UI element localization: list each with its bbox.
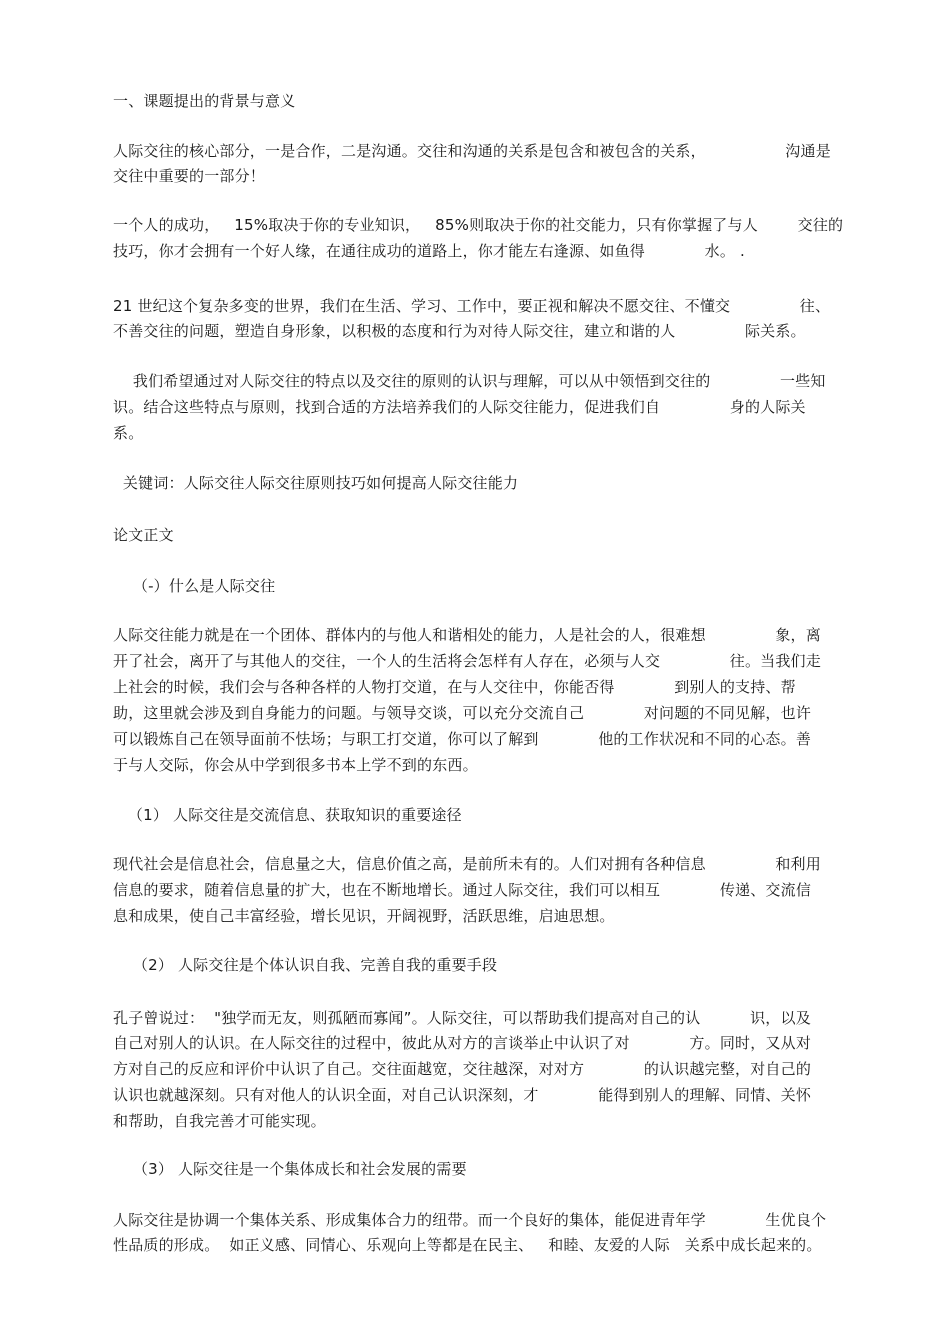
subheading: （3） 人际交往是一个集体成长和社会发展的需要	[113, 1160, 467, 1178]
paragraph-line: 自己对别人的认识。在人际交往的过程中，彼此从对方的言谈举止中认识了对 方。同时，又从对	[113, 1034, 812, 1052]
paragraph-line: 一个人的成功， 15%取决于你的专业知识， 85%则取决于你的社交能力，只有你掌握了与人 交往的	[113, 216, 844, 234]
paragraph-line: 人际交往的核心部分，一是合作，二是沟通。交往和沟通的关系是包含和被包含的关系， 沟通是	[113, 142, 831, 160]
paragraph-line: 21 世纪这个复杂多变的世界，我们在生活、学习、工作中，要正视和解决不愿交往、不懂交 往、	[113, 297, 831, 315]
paragraph-line: 助，这里就会涉及到自身能力的问题。与领导交谈，可以充分交流自己 对问题的不同见解，也许	[113, 704, 812, 722]
paragraph-line: 人际交往能力就是在一个团体、群体内的与他人和谐相处的能力，人是社会的人，很难想 象，离	[113, 626, 821, 644]
paragraph-line: 可以锻炼自己在领导面前不怯场；与职工打交道，你可以了解到 他的工作状况和不同的心态。善	[113, 730, 812, 748]
paragraph-line: 系。	[113, 424, 144, 442]
section-title: 一、课题提出的背景与意义	[113, 92, 296, 110]
body-title: 论文正文	[113, 526, 174, 544]
paragraph-line: 交往中重要的一部分！	[113, 167, 266, 185]
paragraph-line: 和帮助，自我完善才可能实现。	[113, 1112, 326, 1130]
paragraph-line: 上社会的时候，我们会与各种各样的人物打交道，在与人交往中，你能否得 到别人的支持、帮	[113, 678, 796, 696]
paragraph-line: 认识也就越深刻。只有对他人的认识全面，对自己认识深刻，才 能得到别人的理解、同情、关怀	[113, 1086, 812, 1104]
paragraph-line: 于与人交际，你会从中学到很多书本上学不到的东西。	[113, 756, 478, 774]
paragraph-line: 人际交往是协调一个集体关系、形成集体合力的纽带。而一个良好的集体，能促进青年学 生优良个	[113, 1211, 827, 1229]
paragraph-line: 信息的要求，随着信息量的扩大，也在不断地增长。通过人际交往，我们可以相互 传递、交流信	[113, 881, 812, 899]
paragraph-line: 开了社会，离开了与其他人的交往，一个人的生活将会怎样有人存在，必须与人交 往。当我们走	[113, 652, 821, 670]
paragraph-line: 现代社会是信息社会，信息量之大，信息价值之高，是前所未有的。人们对拥有各种信息 和利用	[113, 855, 821, 873]
keywords-line: 关键词：人际交往人际交往原则技巧如何提高人际交往能力	[113, 474, 519, 492]
subheading: （-）什么是人际交往	[113, 577, 276, 595]
paragraph-line: 技巧，你才会拥有一个好人缘，在通往成功的道路上，你才能左右逢源、如鱼得 水。 .	[113, 242, 745, 260]
paragraph-line: 识。结合这些特点与原则，找到合适的方法培养我们的人际交往能力，促进我们自 身的人际关	[113, 398, 806, 416]
paragraph-line: 我们希望通过对人际交往的特点以及交往的原则的认识与理解，可以从中领悟到交往的 一些知	[113, 372, 826, 390]
paragraph-line: 孔子曾说过： "独学而无友，则孤陋而寡闻”。人际交往，可以帮助我们提高对自己的认 识，以及	[113, 1009, 811, 1027]
paragraph-line: 性品质的形成。 如正义感、同情心、乐观向上等都是在民主、 和睦、友爱的人际 关系中成长起来的。	[113, 1236, 822, 1254]
subheading: （2） 人际交往是个体认识自我、完善自我的重要手段	[113, 956, 498, 974]
paragraph-line: 不善交往的问题，塑造自身形象，以积极的态度和行为对待人际交往，建立和谐的人 际关系。	[113, 322, 806, 340]
paragraph-line: 方对自己的反应和评价中认识了自己。交往面越宽，交往越深，对对方 的认识越完整，对自己的	[113, 1060, 812, 1078]
paragraph-line: 息和成果，使自己丰富经验，增长见识，开阔视野，活跃思维，启迪思想。	[113, 907, 615, 925]
subheading: （1） 人际交往是交流信息、获取知识的重要途径	[113, 806, 462, 824]
